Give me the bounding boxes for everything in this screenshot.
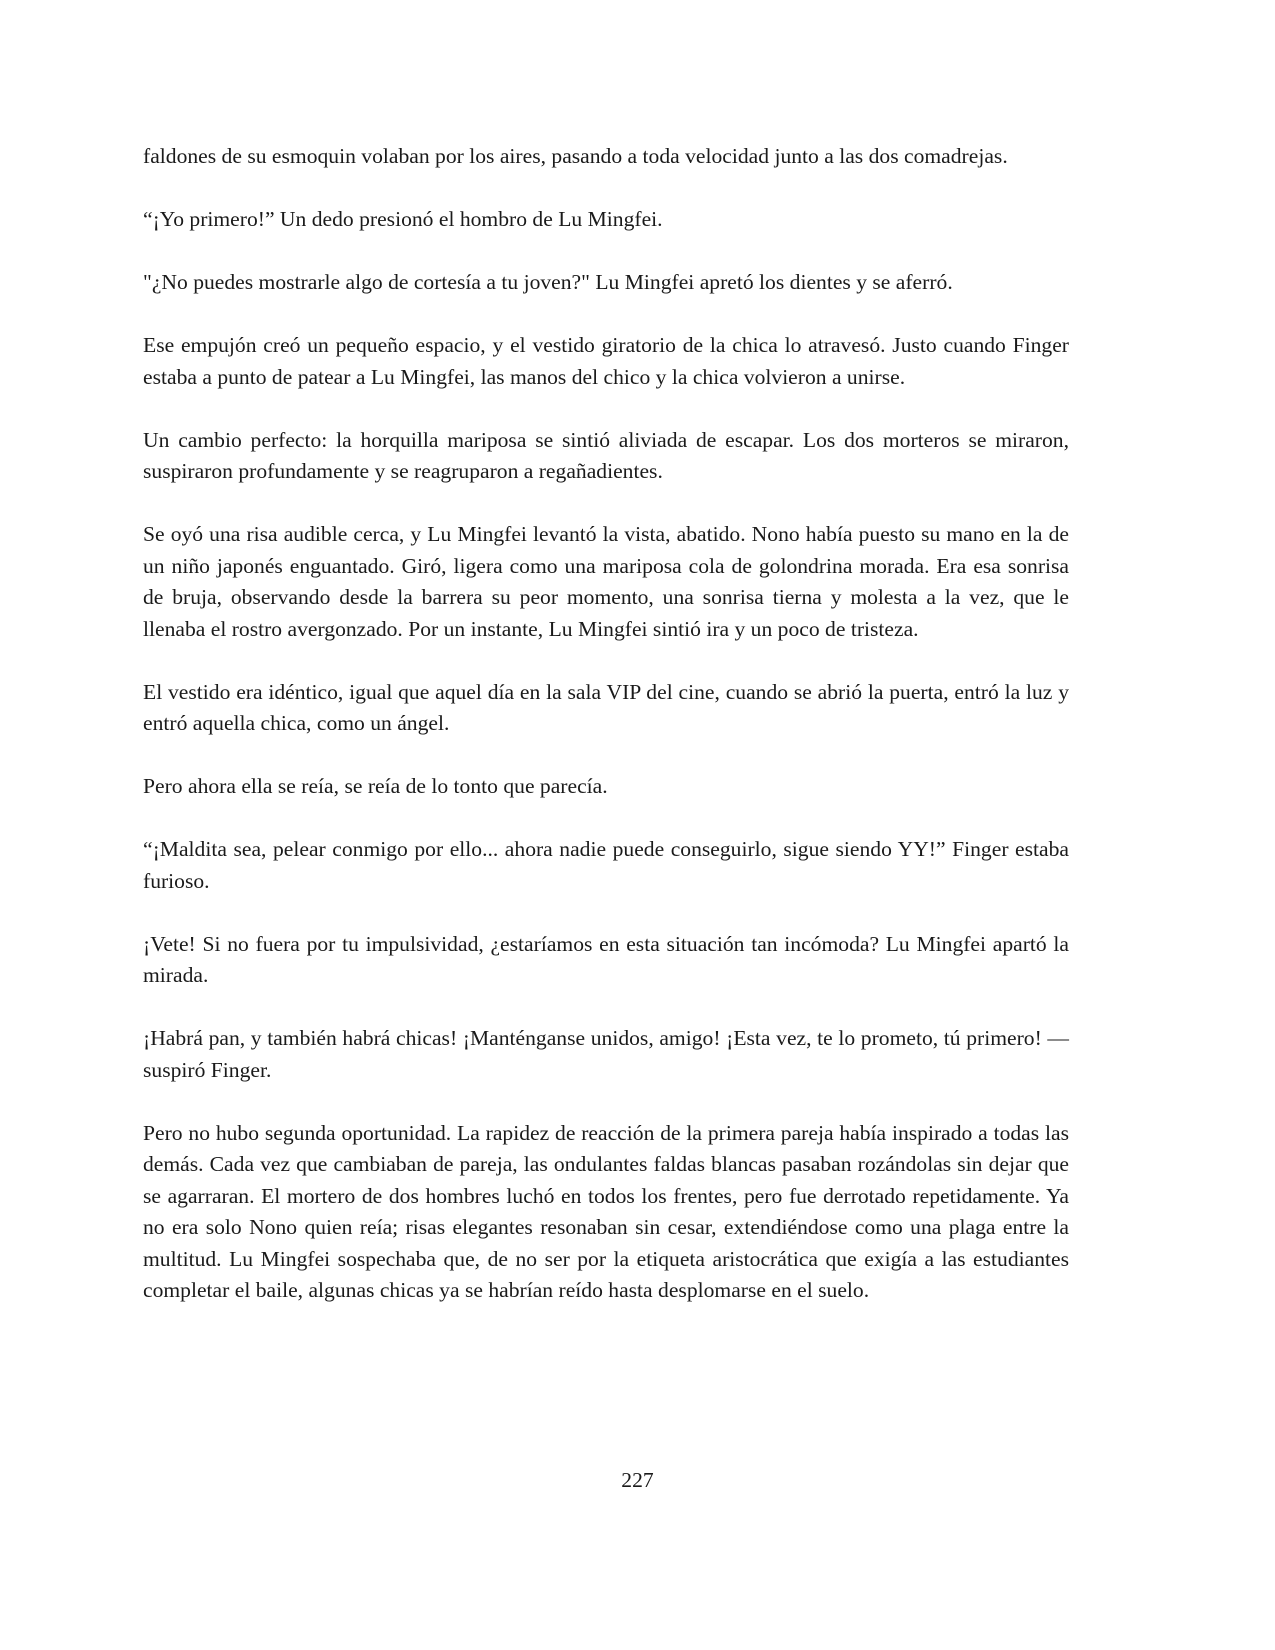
paragraph: “¡Maldita sea, pelear conmigo por ello... ahora nadie puede conseguirlo, sigue siendo YY!” Finger estaba furioso. (143, 837, 1069, 893)
paragraph: El vestido era idéntico, igual que aquel día en la sala VIP del cine, cuando se abrió la puerta, entró la luz y entró aquella chica, como un ángel. (143, 679, 1069, 735)
paragraph: Ese empujón creó un pequeño espacio, y el vestido giratorio de la chica lo atravesó. Justo cuando Finger estaba a punto de patear a Lu Mingfei, las manos del chico y la chica volvieron a unirse. (143, 333, 1069, 389)
paragraph: “¡Yo primero!” Un dedo presionó el hombro de Lu Mingfei. (143, 207, 663, 231)
page-number: 227 (621, 1468, 654, 1492)
paragraph: ¡Habrá pan, y también habrá chicas! ¡Manténganse unidos, amigo! ¡Esta vez, te lo prometo, tú primero! —suspiró Finger. (143, 1026, 1069, 1082)
paragraph: faldones de su esmoquin volaban por los aires, pasando a toda velocidad junto a las dos comadrejas. (143, 144, 1008, 168)
paragraph: "¿No puedes mostrarle algo de cortesía a tu joven?" Lu Mingfei apretó los dientes y se aferró. (143, 270, 953, 294)
paragraph: Pero ahora ella se reía, se reía de lo tonto que parecía. (143, 774, 608, 798)
paragraph: Se oyó una risa audible cerca, y Lu Mingfei levantó la vista, abatido. Nono había puesto su mano en la de un niño japonés enguantado. Giró, ligera como una mariposa cola de golondrina morada. Era esa sonrisa de bruja, observando desde la barrera su peor momento, una sonrisa tierna y molesta a la vez, que le llenaba el rostro avergonzado. Por un instante, Lu Mingfei sintió ira y un poco de tristeza. (143, 522, 1069, 641)
paragraph: Un cambio perfecto: la horquilla mariposa se sintió aliviada de escapar. Los dos morteros se miraron, suspiraron profundamente y se reagruparon a regañadientes. (143, 427, 1069, 483)
paragraph: Pero no hubo segunda oportunidad. La rapidez de reacción de la primera pareja había inspirado a todas las demás. Cada vez que cambiaban de pareja, las ondulantes faldas blancas pasaban rozándolas sin dejar que se agarraran. El mortero de dos hombres luchó en todos los frentes, pero fue derrotado repetidamente. Ya no era solo Nono quien reía; risas elegantes resonaban sin cesar, extendiéndose como una plaga entre la multitud. Lu Mingfei sospechaba que, de no ser por la etiqueta aristocrática que exigía a las estudiantes completar el baile, algunas chicas ya se habrían reído hasta desplomarse en el suelo. (143, 1120, 1069, 1302)
paragraph: ¡Vete! Si no fuera por tu impulsividad, ¿estaríamos en esta situación tan incómoda? Lu Mingfei apartó la mirada. (143, 931, 1069, 987)
page-body (143, 141, 1069, 1338)
